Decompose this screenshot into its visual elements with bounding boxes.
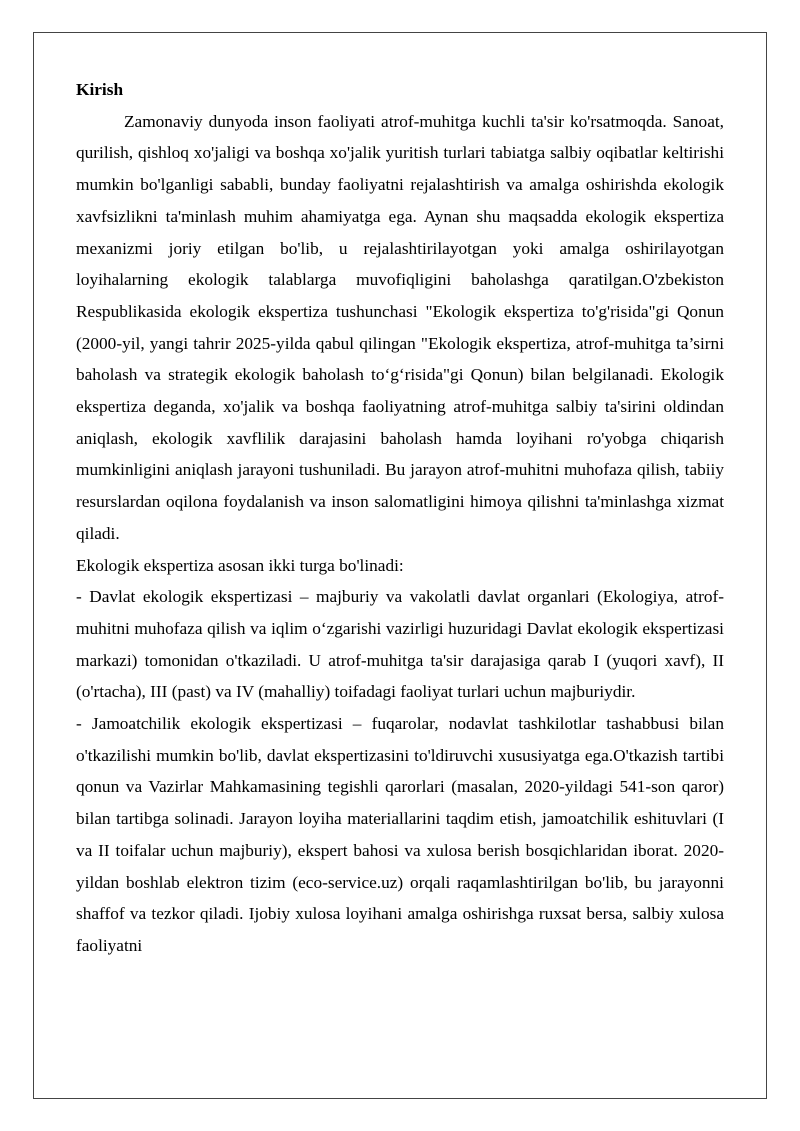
public-expertise-item: - Jamoatchilik ekologik ekspertizasi – fuqarolar, nodavlat tashkilotlar tashabbusi bilan o'tkazilishi mumkin bo'lib, davlat ekspertizasini to'ldiruvchi xususiyatga ega.O'tkazish tartibi qonun va Vazirlar Mahkamasining tegishli qarorlari (masalan, 2020-yildagi 541-son qaror) bilan tartibga solinadi. Jarayon loyiha materiallarini taqdim etish, jamoatchilik eshituvlari (I va II toifalar uchun majburiy), ekspert bahosi va xulosa berish bosqichlaridan iborat. 2020-yildan boshlab elektron tizim (eco-service.uz) orqali raqamlashtirilgan bo'lib, bu jarayonni shaffof va tezkor qiladi. Ijobiy xulosa loyihani amalga oshirishga ruxsat bersa, salbiy xulosa faoliyatni <box>76 714 724 955</box>
state-expertise-item: - Davlat ekologik ekspertizasi – majburiy va vakolatli davlat organlari (Ekologiya, atrof-muhitni muhofaza qilish va iqlim o‘zgarishi vazirligi huzuridagi Davlat ekologik ekspertizasi markazi) tomonidan o'tkaziladi. U atrof-muhitga ta'sir darajasiga qarab I (yuqori xavf), II (o'rtacha), III (past) va IV (mahalliy) toifadagi faoliyat turlari uchun majburiydir. <box>76 587 724 702</box>
document-body <box>76 74 724 962</box>
intro-paragraph: Zamonaviy dunyoda inson faoliyati atrof-muhitga kuchli ta'sir ko'rsatmoqda. Sanoat, qurilish, qishloq xo'jaligi va boshqa xo'jalik yuritish turlari tabiatga salbiy oqibatlar keltirishi mumkin bo'lganligi sababli, bunday faoliyatni rejalashtirish va amalga oshirishda ekologik xavfsizlikni ta'minlash muhim ahamiyatga ega. Aynan shu maqsadda ekologik ekspertiza mexanizmi joriy etilgan bo'lib, u rejalashtirilayotgan yoki amalga oshirilayotgan loyihalarning ekologik talablarga muvofiqligini baholashga qaratilgan.O'zbekiston Respublikasida ekologik ekspertiza tushunchasi "Ekologik ekspertiza to'g'risida"gi Qonun (2000-yil, yangi tahrir 2025-yilda qabul qilingan "Ekologik ekspertiza, atrof-muhitga ta’sirni baholash va strategik ekologik baholash to‘g‘risida"gi Qonun) bilan belgilanadi. Ekologik ekspertiza deganda, xo'jalik va boshqa faoliyatning atrof-muhitga salbiy ta'sirini oldindan aniqlash, ekologik xavflilik darajasini baholash hamda loyihani ro'yobga chiqarish mumkinligini aniqlash jarayoni tushuniladi. Bu jarayon atrof-muhitni muhofaza qilish, tabiiy resurslardan oqilona foydalanish va inson salomatligini himoya qilishni ta'minlashga xizmat qiladi. <box>76 111 724 543</box>
types-intro-line: Ekologik ekspertiza asosan ikki turga bo'linadi: <box>76 555 404 575</box>
section-heading: Kirish <box>76 80 124 99</box>
